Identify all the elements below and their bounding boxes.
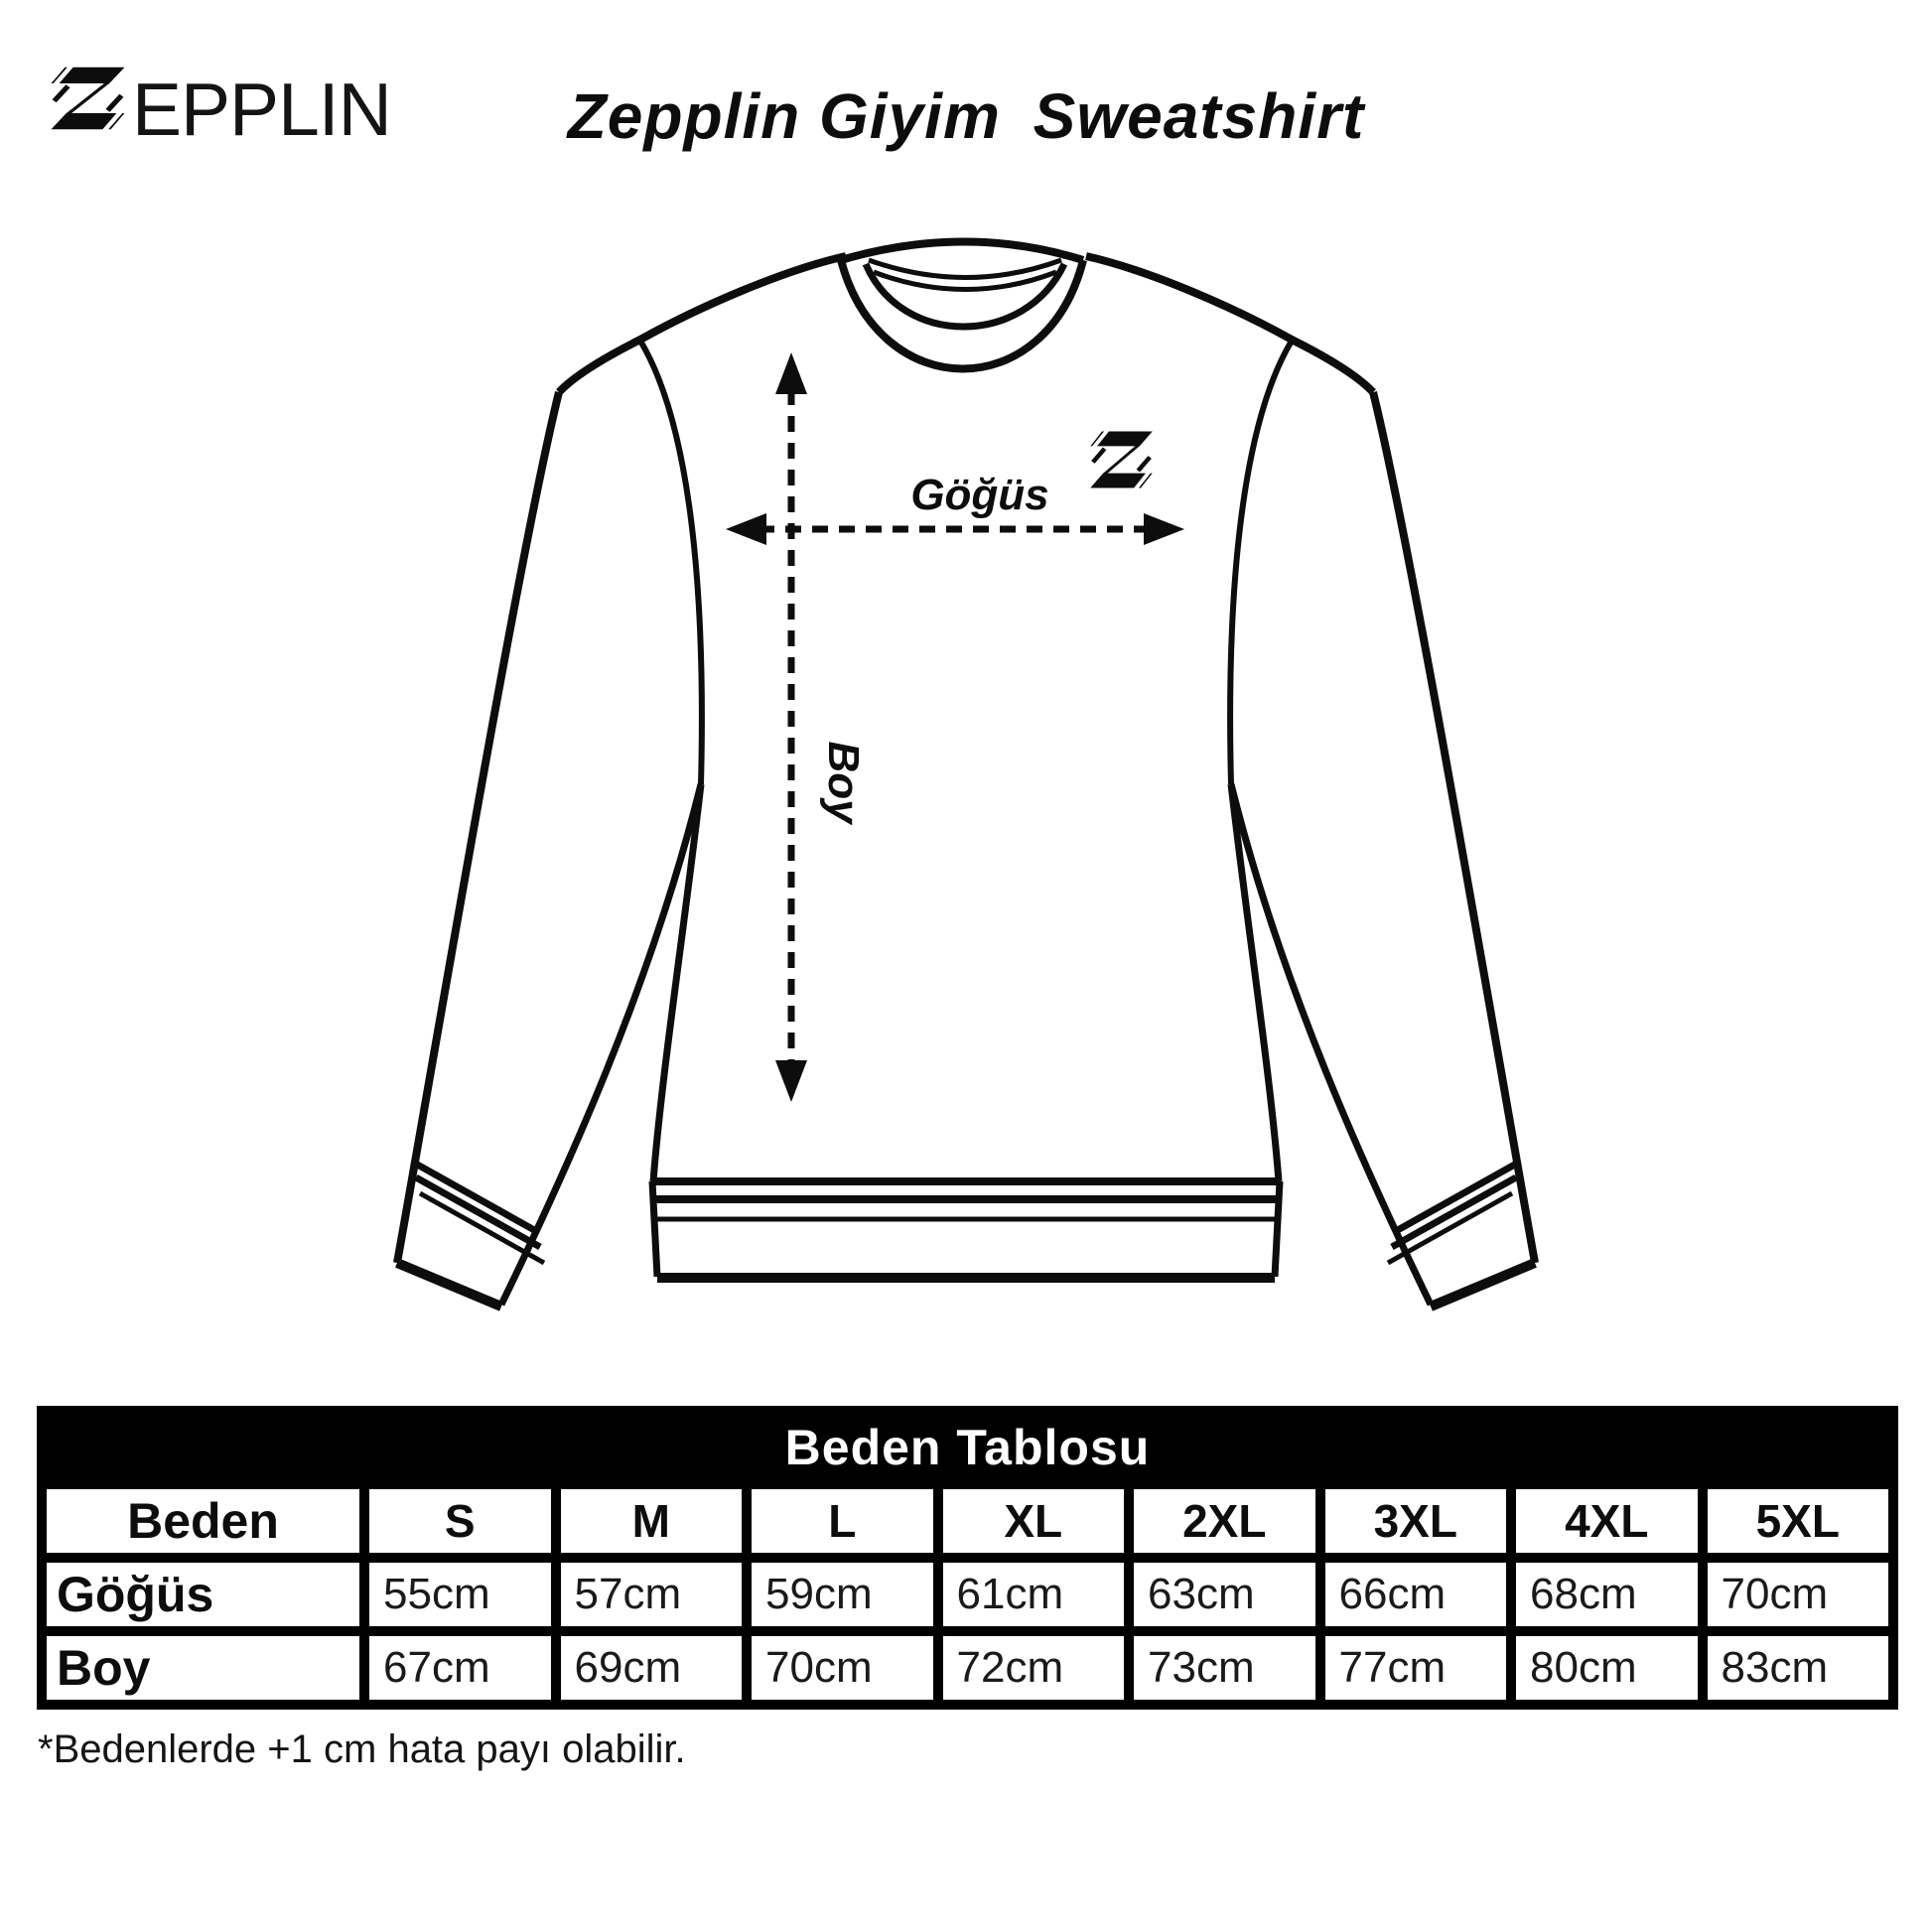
arrowhead-down-icon [775,1060,807,1102]
length-value-l: 70cm [752,1636,933,1700]
size-col-header-l: L [752,1489,933,1553]
size-col-header-m: M [561,1489,743,1553]
size-table-corner-header: Beden [47,1489,359,1553]
cuff-right [1431,1263,1535,1307]
length-value-s: 67cm [369,1636,551,1700]
sleeve-outer-left [397,392,559,1263]
size-col-header-5xl: 5XL [1708,1489,1889,1553]
size-table-grid [37,1489,1898,1710]
length-value-4xl: 80cm [1516,1636,1698,1700]
chest-value-xl: 61cm [943,1563,1125,1626]
size-col-header-s: S [369,1489,551,1553]
size-col-header-xl: XL [943,1489,1125,1553]
size-tolerance-footnote: *Bedenlerde +1 cm hata payı olabilir. [38,1727,686,1771]
chest-value-s: 55cm [369,1563,551,1626]
shoulder-right [1086,256,1373,392]
shoulder-left [559,256,846,392]
brand-wordmark: EPPLIN [132,68,391,151]
length-value-5xl: 83cm [1708,1636,1889,1700]
length-value-m: 69cm [561,1636,743,1700]
chest-z-icon [1090,429,1152,490]
arrowhead-left-icon [726,513,766,545]
size-table-header-band [37,1406,1898,1489]
sweatshirt-outline [397,242,1535,1308]
chest-value-3xl: 66cm [1325,1563,1507,1626]
cuff-stripes-left [412,1162,544,1263]
sleeve-outer-right [1373,392,1535,1263]
chest-value-m: 57cm [561,1563,743,1626]
size-col-header-3xl: 3XL [1325,1489,1507,1553]
cuff-stripes-right [1388,1162,1520,1263]
arrowhead-up-icon [775,352,807,394]
body-side-right [1231,784,1279,1181]
size-col-header-2xl: 2XL [1134,1489,1315,1553]
length-value-2xl: 73cm [1134,1636,1315,1700]
armhole-seam-right [1230,343,1291,784]
size-col-header-4xl: 4XL [1516,1489,1698,1553]
cuff-left [397,1263,501,1307]
page-title-brand: Zepplin Giyim [567,80,1001,152]
armhole-seam-left [641,343,702,784]
page-title-product: Sweatshirt [1033,80,1365,152]
chest-value-4xl: 68cm [1516,1563,1698,1626]
size-table [37,1406,1898,1710]
length-value-xl: 72cm [943,1636,1125,1700]
chest-measure-label: Göğüs [910,471,1049,519]
length-value-3xl: 77cm [1325,1636,1507,1700]
collar [841,242,1083,369]
chest-value-2xl: 63cm [1134,1563,1315,1626]
page-title [0,81,1932,151]
chest-value-5xl: 70cm [1708,1563,1889,1626]
hem-band [652,1181,1280,1278]
chest-value-l: 59cm [752,1563,933,1626]
body-side-left [653,784,701,1181]
length-arrow [775,352,807,1102]
length-measure-label: Boy [819,741,868,824]
arrowhead-right-icon [1144,513,1184,545]
row-label-chest: Göğüs [47,1563,359,1626]
row-label-length: Boy [47,1636,359,1700]
size-table-title: Beden Tablosu [784,1420,1151,1475]
